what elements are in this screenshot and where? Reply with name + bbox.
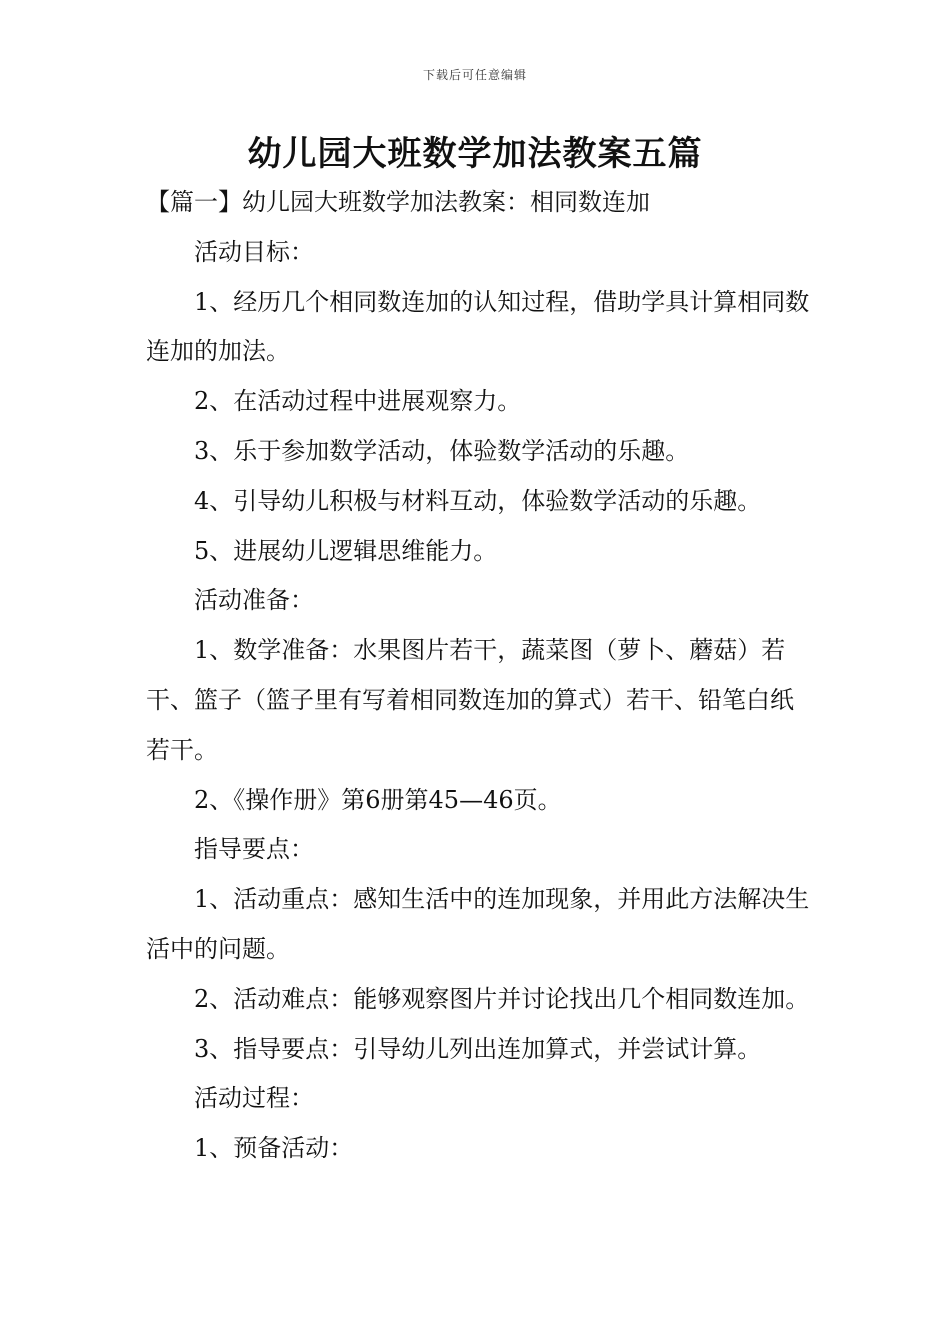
paragraph-objectives-heading: 活动目标： <box>194 237 314 266</box>
paragraph-guidance-heading: 指导要点： <box>194 835 314 864</box>
section-heading: 【篇一】幼儿园大班数学加法教案：相同数连加 <box>146 188 650 216</box>
paragraph-objective-1: 1、经历几个相同数连加的认知过程，借助学具计算相同数连加的加法。 <box>146 287 810 366</box>
header-note: 下载后可任意编辑 <box>422 68 527 82</box>
paragraph-preparation-heading: 活动准备： <box>194 586 314 615</box>
paragraph-process-heading: 活动过程： <box>194 1084 314 1113</box>
paragraph-objective-2: 2、在活动过程中进展观察力。 <box>194 387 522 416</box>
document-title: 幼儿园大班数学加法教案五篇 <box>247 134 703 174</box>
paragraph-objective-3: 3、乐于参加数学活动，体验数学活动的乐趣。 <box>194 436 690 465</box>
paragraph-guidance-2: 2、活动难点：能够观察图片并讨论找出几个相同数连加。 <box>194 984 810 1013</box>
paragraph-preparation-1: 1、数学准备：水果图片若干，蔬菜图（萝卜、蘑菇）若干、篮子（篮子里有写着相同数连加的算式）若干、铅笔白纸若干。 <box>146 636 794 764</box>
paragraph-guidance-3: 3、指导要点：引导幼儿列出连加算式，并尝试计算。 <box>194 1034 762 1063</box>
paragraph-objective-5: 5、进展幼儿逻辑思维能力。 <box>194 536 498 565</box>
paragraph-preparation-2: 2、《操作册》第6册第45—46页。 <box>194 785 562 814</box>
paragraph-guidance-1: 1、活动重点：感知生活中的连加现象，并用此方法解决生活中的问题。 <box>146 885 810 963</box>
paragraph-objective-4: 4、引导幼儿积极与材料互动，体验数学活动的乐趣。 <box>194 486 762 515</box>
paragraph-process-1: 1、预备活动： <box>194 1134 354 1163</box>
document-body <box>146 178 810 1174</box>
